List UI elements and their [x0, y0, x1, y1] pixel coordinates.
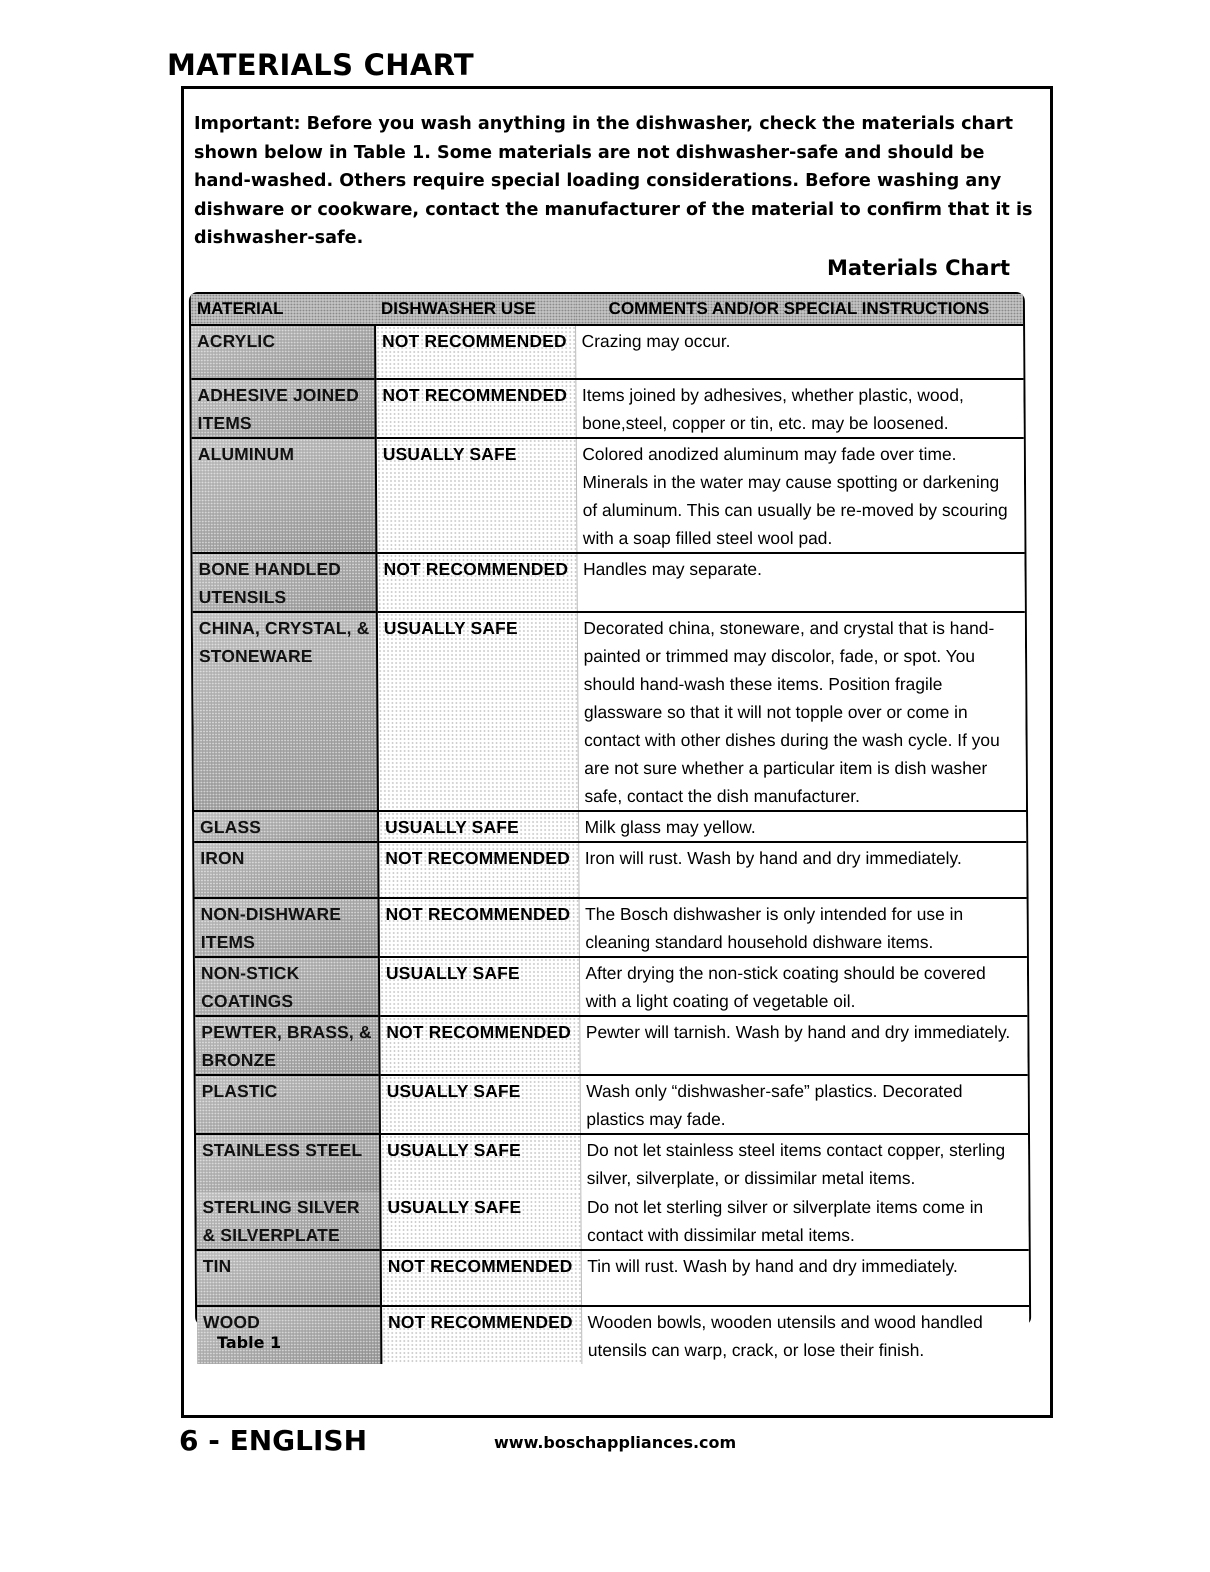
table-row [194, 811, 1026, 842]
comment-cell: Tin will rust. Wash by hand and dry immediately. [581, 1250, 1029, 1306]
material-cell: STAINLESS STEEL [196, 1134, 380, 1192]
table-row [196, 1192, 1028, 1250]
material-cell: NON-DISHWARE ITEMS [195, 898, 379, 957]
table-header-row [191, 294, 1023, 325]
dishwasher-use-cell: NOT RECOMMENDED [381, 1250, 581, 1306]
table-row [195, 898, 1027, 957]
dishwasher-use-cell: USUALLY SAFE [380, 1075, 580, 1134]
material-cell: IRON [194, 842, 378, 898]
header-dishwasher-use: DISHWASHER USE [375, 294, 575, 325]
dishwasher-use-cell: NOT RECOMMENDED [381, 1306, 581, 1364]
material-cell: PEWTER, BRASS, & BRONZE [195, 1016, 379, 1075]
table-row [192, 438, 1025, 553]
footer-url: www.boschappliances.com [494, 1433, 737, 1452]
table-row [196, 1134, 1028, 1192]
header-comments: COMMENTS AND/OR SPECIAL INSTRUCTIONS [575, 294, 1023, 325]
table-row [197, 1250, 1029, 1306]
comment-cell: Handles may separate. [576, 553, 1024, 612]
material-cell: NON-STICK COATINGS [195, 957, 379, 1016]
intro-paragraph: Important: Before you wash anything in the dishwasher, check the materials chart shown below in Table 1. Some materials are not dishwasher-safe and should be hand-washed. Others require special loading considerations. Before washing any dishware or cookware, contact the manufacturer of the material to confirm that it is dishwasher-safe. [194, 114, 1033, 249]
page-title: MATERIALS CHART [167, 48, 474, 82]
material-cell: WOOD [197, 1306, 381, 1364]
dishwasher-use-cell: NOT RECOMMENDED [376, 553, 576, 612]
dishwasher-use-cell: NOT RECOMMENDED [375, 379, 575, 438]
table-caption: Table 1 [217, 1333, 282, 1352]
material-cell: BONE HANDLED UTENSILS [192, 553, 376, 612]
table-row [197, 1306, 1029, 1364]
material-cell: GLASS [194, 811, 378, 842]
comment-cell: Crazing may occur. [575, 325, 1023, 379]
material-cell: STERLING SILVER & SILVERPLATE [196, 1192, 380, 1250]
dishwasher-use-cell: USUALLY SAFE [380, 1192, 580, 1250]
comment-cell: Do not let stainless steel items contact copper, sterling silver, silverplate, or dissimilar metal items. [580, 1134, 1028, 1192]
dishwasher-use-cell: USUALLY SAFE [379, 957, 579, 1016]
table-row [196, 1075, 1028, 1134]
dishwasher-use-cell: USUALLY SAFE [378, 811, 578, 842]
material-cell: TIN [197, 1250, 381, 1306]
comment-cell: The Bosch dishwasher is only intended for use in cleaning standard household dishware items. [579, 898, 1027, 957]
comment-cell: Items joined by adhesives, whether plastic, wood, bone,steel, copper or tin, etc. may be loosened. [575, 379, 1023, 438]
chart-heading: Materials Chart [826, 256, 1010, 280]
dishwasher-use-cell: NOT RECOMMENDED [378, 842, 578, 898]
dishwasher-use-cell: NOT RECOMMENDED [375, 325, 575, 379]
material-cell: PLASTIC [196, 1075, 380, 1134]
comment-cell: Wooden bowls, wooden utensils and wood handled utensils can warp, crack, or lose their finish. [581, 1306, 1029, 1364]
footer-page-number: 6 - ENGLISH [179, 1424, 368, 1457]
table-row [193, 612, 1026, 811]
table-row [191, 325, 1023, 379]
material-cell: CHINA, CRYSTAL, & STONEWARE [193, 612, 378, 811]
comment-cell: Wash only “dishwasher-safe” plastics. Decorated plastics may fade. [580, 1075, 1028, 1134]
table-row [191, 379, 1023, 438]
comment-cell: Colored anodized aluminum may fade over time. Minerals in the water may cause spotting or darkening of aluminum. This can usually be re-moved by scouring with a soap filled steel wool pad. [576, 438, 1025, 553]
material-cell: ACRYLIC [191, 325, 375, 379]
comment-cell: Do not let sterling silver or silverplate items come in contact with dissimilar metal items. [580, 1192, 1028, 1250]
comment-cell: Decorated china, stoneware, and crystal that is hand-painted or trimmed may discolor, fade, or spot. You should hand-wash these items. Position fragile glassware so that it will not topple over or come in contact with other dishes during the wash cycle. If you are not sure whether a particular item is dish washer safe, contact the dish manufacturer. [577, 612, 1026, 811]
material-cell: ADHESIVE JOINED ITEMS [191, 379, 375, 438]
table-row [195, 1016, 1027, 1075]
table-row [195, 957, 1027, 1016]
dishwasher-use-cell: NOT RECOMMENDED [379, 1016, 579, 1075]
material-cell: ALUMINUM [192, 438, 377, 553]
table-row [194, 842, 1026, 898]
dishwasher-use-cell: USUALLY SAFE [376, 438, 577, 553]
comment-cell: Pewter will tarnish. Wash by hand and dry immediately. [579, 1016, 1027, 1075]
dishwasher-use-cell: NOT RECOMMENDED [379, 898, 579, 957]
comment-cell: After drying the non-stick coating should be covered with a light coating of vegetable oil. [579, 957, 1027, 1016]
header-material: MATERIAL [191, 294, 375, 325]
dishwasher-use-cell: USUALLY SAFE [380, 1134, 580, 1192]
table-row [192, 553, 1024, 612]
comment-cell: Iron will rust. Wash by hand and dry immediately. [578, 842, 1026, 898]
comment-cell: Milk glass may yellow. [578, 811, 1026, 842]
dishwasher-use-cell: USUALLY SAFE [377, 612, 578, 811]
